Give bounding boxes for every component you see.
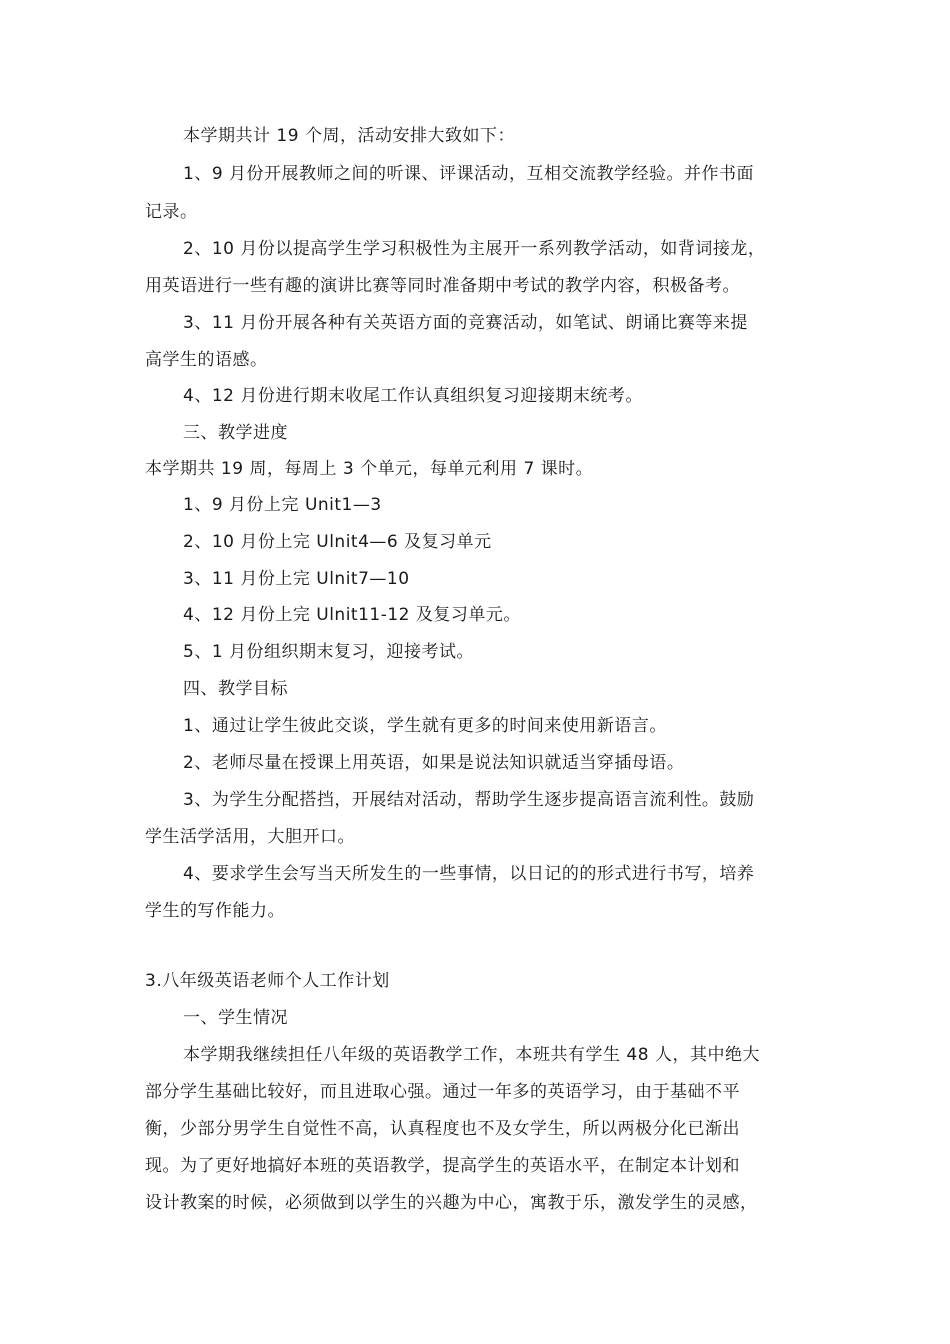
paragraph-line: 学生的写作能力。 (145, 901, 285, 921)
paragraph-line: 3、11 月份开展各种有关英语方面的竞赛活动，如笔试、朗诵比赛等来提 (183, 313, 748, 333)
paragraph-line: 本学期共 19 周，每周上 3 个单元，每单元利用 7 课时。 (145, 459, 594, 479)
paragraph-line: 记录。 (145, 202, 198, 222)
list-item: 4、要求学生会写当天所发生的一些事情，以日记的的形式进行书写，培养 (183, 864, 755, 884)
paragraph-line: 2、10 月份以提高学生学习积极性为主展开一系列教学活动，如背词接龙， (183, 239, 766, 259)
paragraph-line: 用英语进行一些有趣的演讲比赛等同时准备期中考试的教学内容，积极备考。 (145, 276, 740, 296)
list-item: 2、10 月份上完 Ulnit4—6 及复习单元 (183, 532, 492, 552)
paragraph-line: 高学生的语感。 (145, 350, 268, 370)
paragraph-line: 学生活学活用，大胆开口。 (145, 827, 355, 847)
list-item: 2、老师尽量在授课上用英语，如果是说法知识就适当穿插母语。 (183, 753, 685, 773)
paragraph-line: 设计教案的时候，必须做到以学生的兴趣为中心，寓教于乐，激发学生的灵感， (145, 1193, 758, 1213)
list-item: 3、11 月份上完 Ulnit7—10 (183, 569, 410, 589)
paragraph-line: 1、9 月份开展教师之间的听课、评课活动，互相交流教学经验。并作书面 (183, 164, 755, 184)
section-heading: 一、学生情况 (183, 1008, 288, 1028)
paragraph-line: 本学期共计 19 个周，活动安排大致如下： (183, 126, 515, 146)
document-title: 3.八年级英语老师个人工作计划 (145, 971, 390, 991)
list-item: 3、为学生分配搭挡，开展结对活动，帮助学生逐步提高语言流利性。鼓励 (183, 790, 755, 810)
list-item: 1、9 月份上完 Unit1—3 (183, 495, 382, 515)
paragraph-line: 4、12 月份进行期末收尾工作认真组织复习迎接期末统考。 (183, 386, 643, 406)
list-item: 4、12 月份上完 Ulnit11-12 及复习单元。 (183, 605, 521, 625)
paragraph-line: 衡，少部分男学生自觉性不高，认真程度也不及女学生，所以两极分化已渐出 (145, 1119, 740, 1139)
paragraph-line: 现。为了更好地搞好本班的英语教学，提高学生的英语水平，在制定本计划和 (145, 1156, 740, 1176)
section-heading: 三、教学进度 (183, 423, 288, 443)
paragraph-line: 部分学生基础比较好，而且进取心强。通过一年多的英语学习，由于基础不平 (145, 1082, 740, 1102)
list-item: 5、1 月份组织期末复习，迎接考试。 (183, 642, 475, 662)
paragraph-line: 本学期我继续担任八年级的英语教学工作，本班共有学生 48 人，其中绝大 (183, 1045, 760, 1065)
list-item: 1、通过让学生彼此交谈，学生就有更多的时间来使用新语言。 (183, 716, 667, 736)
section-heading: 四、教学目标 (183, 679, 288, 699)
